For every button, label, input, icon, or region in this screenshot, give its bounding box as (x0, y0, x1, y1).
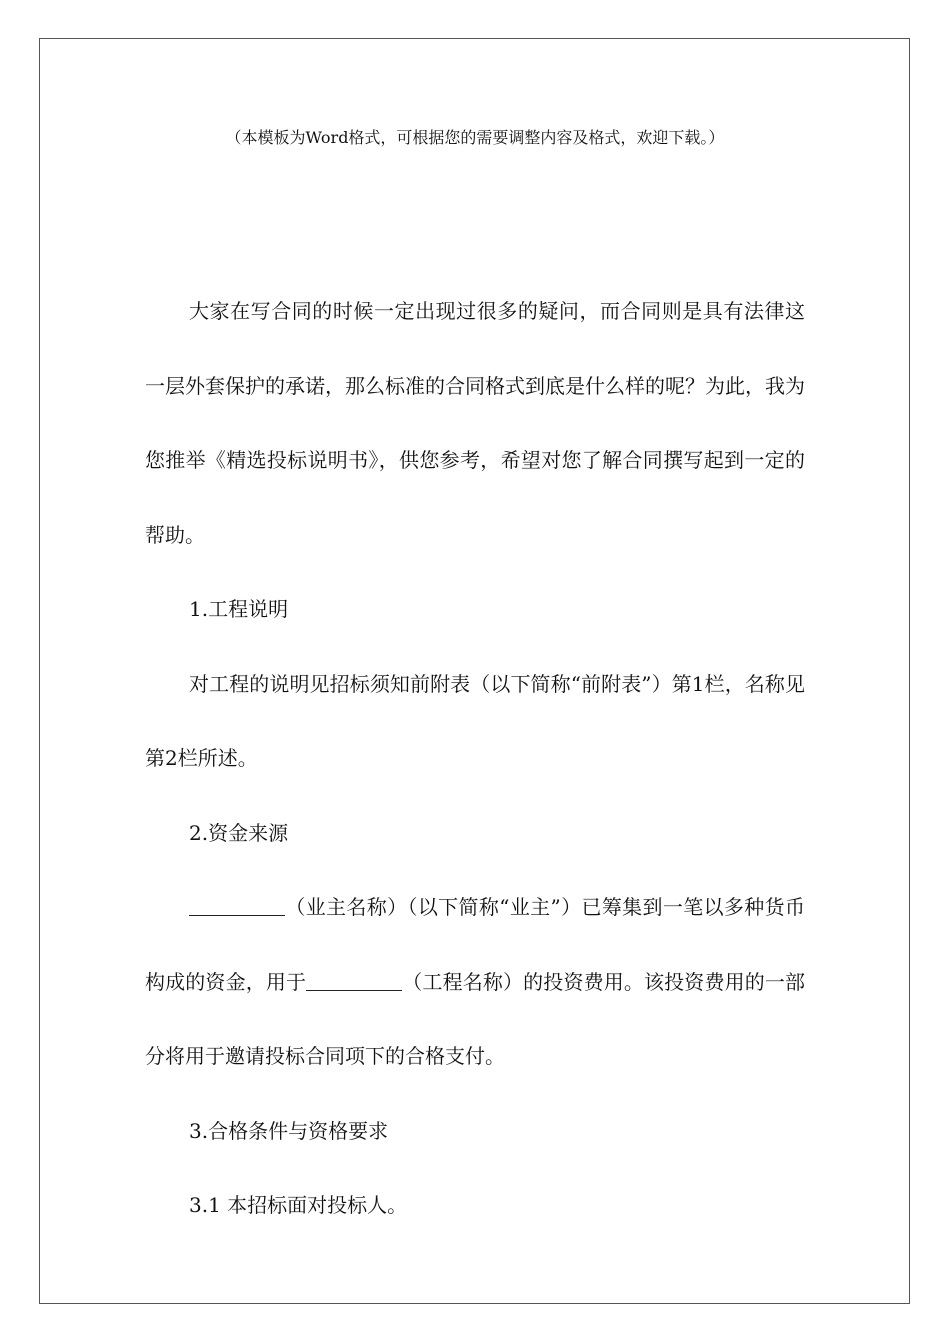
section-2-text-part2: （工程名称）的投资费用。该投资费用的一部分将用于邀请投标合同项下的合格支付。 (145, 969, 806, 1068)
section-2-text-part1: （业主名称）（以下简称“业主”）已筹集到一笔以多种货币构成的资金，用于 (145, 895, 805, 994)
section-2-heading: 2.资金来源 (189, 820, 289, 845)
section-3-1-paragraph: 3.1 本招标面对投标人。 (189, 1193, 408, 1217)
project-name-blank (306, 968, 402, 991)
template-note: （本模板为Word格式，可根据您的需要调整内容及格式，欢迎下载。） (225, 128, 725, 147)
section-1-paragraph: 对工程的说明见招标须知前附表（以下简称“前附表”）第1栏，名称见第2栏所述。 (145, 671, 805, 770)
document-body (145, 274, 805, 1243)
owner-name-blank (189, 893, 285, 916)
section-3-heading: 3.合格条件与资格要求 (189, 1118, 389, 1143)
section-1-heading: 1.工程说明 (189, 597, 289, 621)
section-2-paragraph (145, 870, 805, 1094)
intro-paragraph: 大家在写合同的时候一定出现过很多的疑问，而合同则是具有法律这一层外套保护的承诺，那么标准的合同格式到底是什么样的呢？为此，我为您推举《精选投标说明书》，供您参考，希望对您了解合同撰写起到一定的帮助。 (145, 299, 805, 547)
